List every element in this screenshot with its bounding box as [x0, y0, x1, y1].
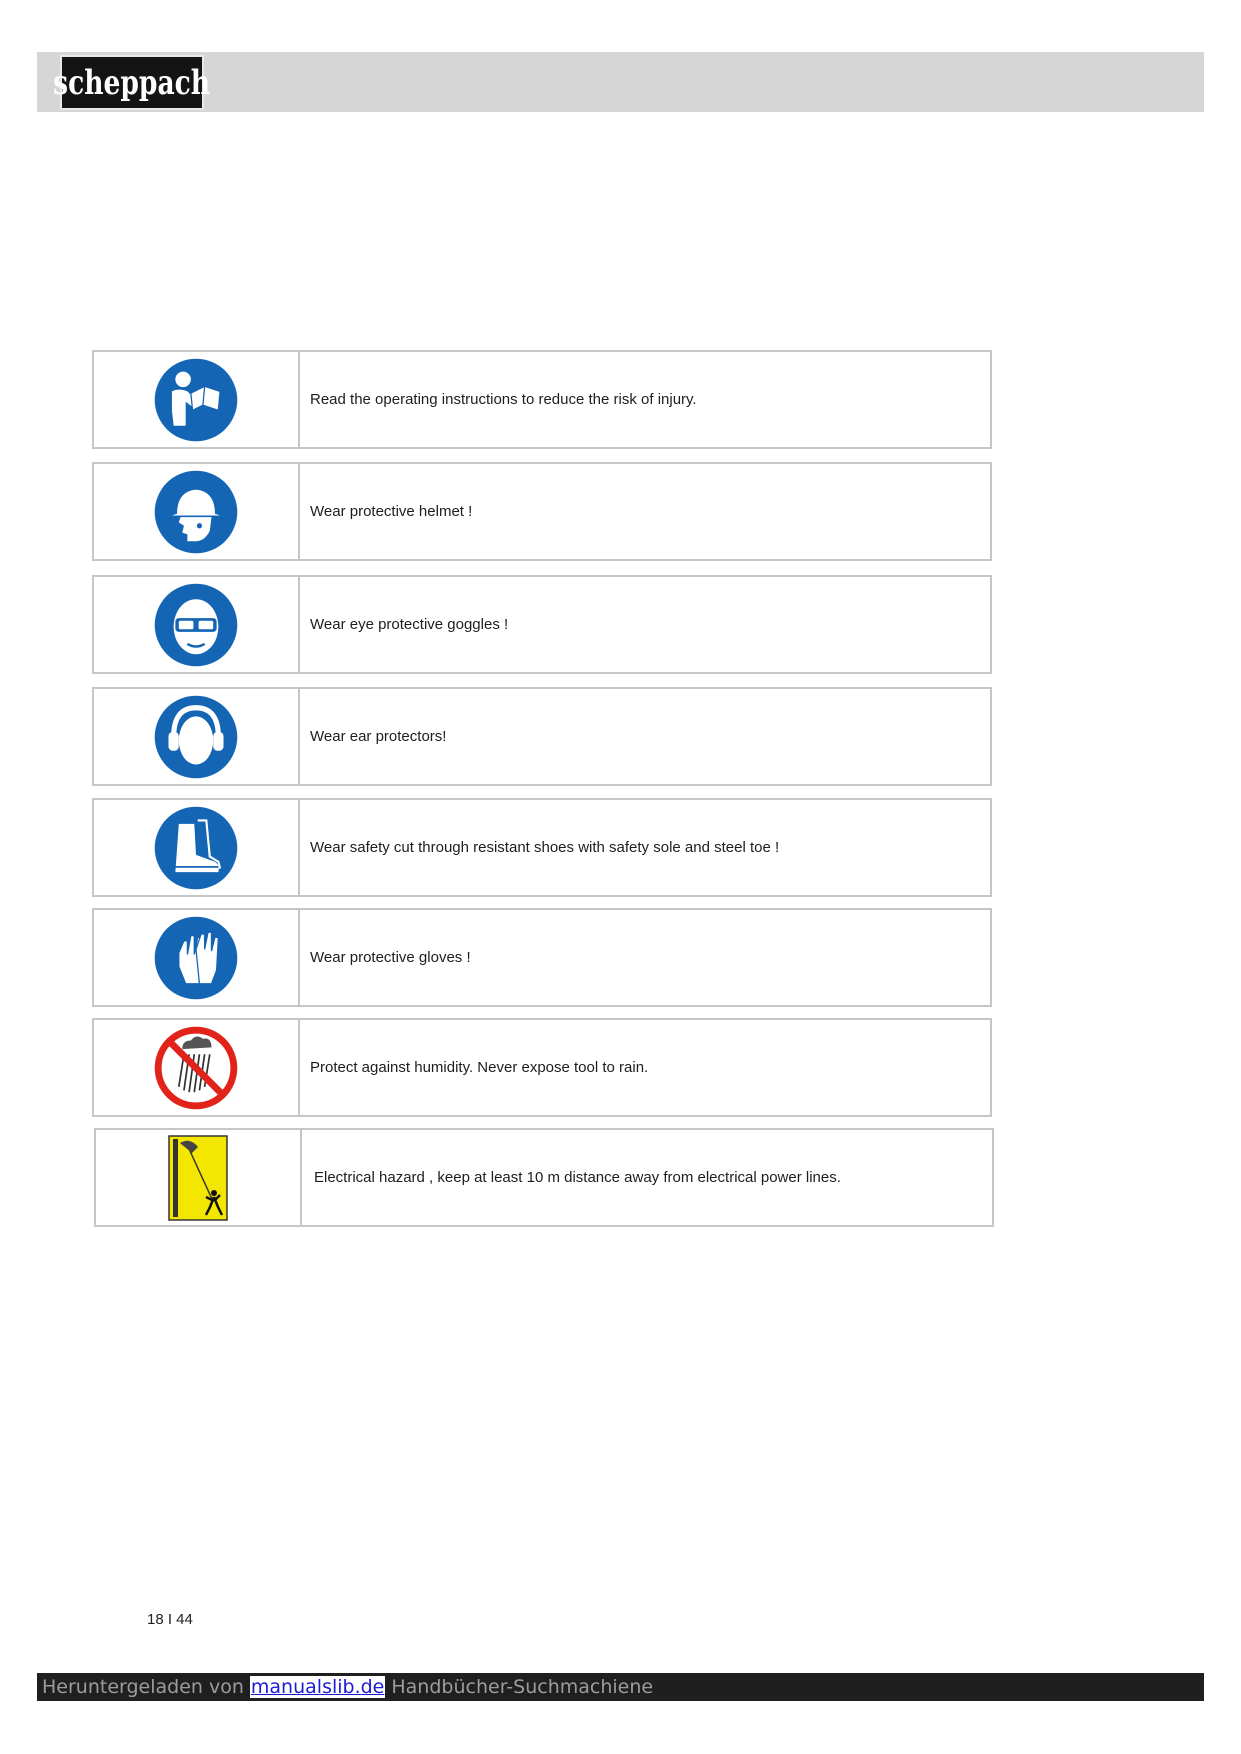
footer-suffix: Handbücher-Suchmachiene [391, 1676, 654, 1698]
sign-text: Protect against humidity. Never expose tool to rain. [310, 1059, 649, 1076]
icon-cell [94, 1020, 300, 1115]
manualslib-link[interactable]: manualslib.de [250, 1676, 385, 1698]
icon-cell [96, 1130, 302, 1225]
sign-row [92, 462, 992, 561]
footer-prefix: Heruntergeladen von [42, 1676, 244, 1698]
ear-protector-icon [153, 694, 239, 780]
sign-row [92, 1018, 992, 1117]
sign-text: Wear protective gloves ! [310, 949, 471, 966]
icon-cell [94, 689, 300, 784]
sign-row [92, 687, 992, 786]
sign-row [92, 908, 992, 1007]
page-number: 18 I 44 [147, 1611, 193, 1628]
sign-text: Wear ear protectors! [310, 728, 447, 745]
sign-text: Read the operating instructions to reduce the risk of injury. [310, 391, 697, 408]
sign-row [92, 575, 992, 674]
gloves-icon [153, 915, 239, 1001]
logo-text: scheppach [53, 62, 211, 103]
icon-cell [94, 352, 300, 447]
goggles-icon [153, 582, 239, 668]
sign-row [92, 798, 992, 897]
sign-row [92, 350, 992, 449]
safety-boot-icon [153, 805, 239, 891]
scheppach-logo [53, 55, 211, 110]
download-footer [37, 1673, 1204, 1701]
sign-text: Wear protective helmet ! [310, 503, 473, 520]
no-rain-icon [153, 1025, 239, 1111]
sign-text: Electrical hazard , keep at least 10 m distance away from electrical power lines. [314, 1169, 841, 1186]
sign-row [94, 1128, 994, 1227]
read-manual-icon [153, 357, 239, 443]
helmet-icon [153, 469, 239, 555]
header-band [37, 52, 1204, 112]
electrical-hazard-icon [168, 1135, 228, 1221]
icon-cell [94, 910, 300, 1005]
icon-cell [94, 577, 300, 672]
icon-cell [94, 800, 300, 895]
icon-cell [94, 464, 300, 559]
sign-text: Wear safety cut through resistant shoes with safety sole and steel toe ! [310, 839, 780, 856]
sign-text: Wear eye protective goggles ! [310, 616, 509, 633]
